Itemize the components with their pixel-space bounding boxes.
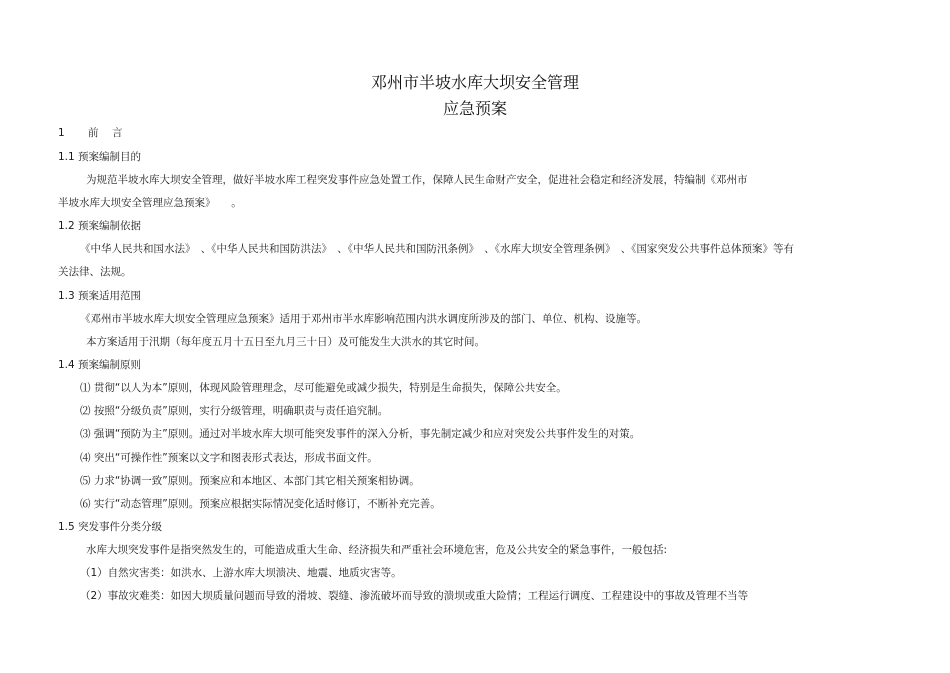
- section-1-4-item: ⑹ 实行“动态管理”原则。预案应根据实际情况变化适时修订，不断补充完善。: [80, 498, 441, 510]
- section-1-title-char2: 言: [112, 127, 123, 139]
- section-1-3-paragraph-2: 本方案适用于汛期（每年度五月十五日至九月三十日）及可能发生大洪水的其它时间。: [86, 336, 485, 348]
- section-1-4-item: ⑴ 贯彻“以人为本”原则，体现风险管理理念，尽可能避免或减少损失，特别是生命损失，保障公共安全。: [80, 382, 567, 394]
- section-1-4-heading: 1.4 预案编制原则: [58, 359, 142, 371]
- section-1-5-item-2: （2）事故灾难类：如因大坝质量问题而导致的滑坡、裂缝、渗流破坏而导致的溃坝或重大险情；工程运行调度、工程建设中的事故及管理不当等: [80, 590, 749, 602]
- section-1-5-heading: 1.5 突发事件分类分级: [58, 521, 163, 533]
- section-1-4-item: ⑵ 按照“分级负责”原则，实行分级管理，明确职责与责任追究制。: [80, 405, 389, 417]
- section-1-3-heading: 1.3 预案适用范围: [58, 290, 142, 302]
- document-title-line2: 应急预案: [442, 99, 507, 118]
- section-1-2-heading: 1.2 预案编制依据: [58, 220, 142, 232]
- section-1-5-paragraph-1: 水库大坝突发事件是指突然发生的，可能造成重大生命、经济损失和严重社会环境危害，危及公共安全的紧急事件，一般包括:: [86, 544, 668, 556]
- section-1-title-char1: 前: [88, 127, 99, 139]
- section-1-4-item: ⑸ 力求“协调一致”原则。预案应和本地区、本部门其它相关预案相协调。: [80, 475, 420, 487]
- section-1-1-paragraph-line2: 半坡水库大坝安全管理应急预案》 。: [58, 197, 242, 209]
- section-1-5-item-1: （1）自然灾害类：如洪水、上游水库大坝溃决、地震、地质灾害等。: [80, 567, 402, 579]
- section-1-heading: [58, 126, 123, 140]
- section-1-4-item: ⑷ 突出“可操作性”预案以文字和图表形式表达，形成书面文件。: [80, 452, 378, 464]
- section-1-2-paragraph-line1: 《中华人民共和国水法》 、《中华人民共和国防洪法》 、《中华人民共和国防汛条例》 、《水库大坝安全管理条例》 、《国家突发公共事件总体预案》等有: [80, 243, 794, 255]
- section-1-4-item: ⑶ 强调“预防为主”原则。通过对半坡水库大坝可能突发事件的深入分析，事先制定减少和应对突发公共事件发生的对策。: [80, 428, 641, 440]
- section-1-1-heading: 1.1 预案编制目的: [58, 151, 142, 163]
- section-1-3-paragraph-1: 《邓州市半坡水库大坝安全管理应急预案》适用于邓州市半水库影响范围内洪水调度所涉及的部门、单位、机构、设施等。: [80, 313, 647, 325]
- document-title-line1: 邓州市半坡水库大坝安全管理: [370, 73, 579, 92]
- section-1-number: 1: [58, 127, 65, 139]
- section-1-1-paragraph-line1: 为规范半坡水库大坝安全管理，做好半坡水库工程突发事件应急处置工作，保障人民生命财产安全，促进社会稳定和经济发展，特编制《邓州市: [86, 174, 748, 186]
- section-1-2-paragraph-line2: 关法律、法规。: [58, 266, 132, 278]
